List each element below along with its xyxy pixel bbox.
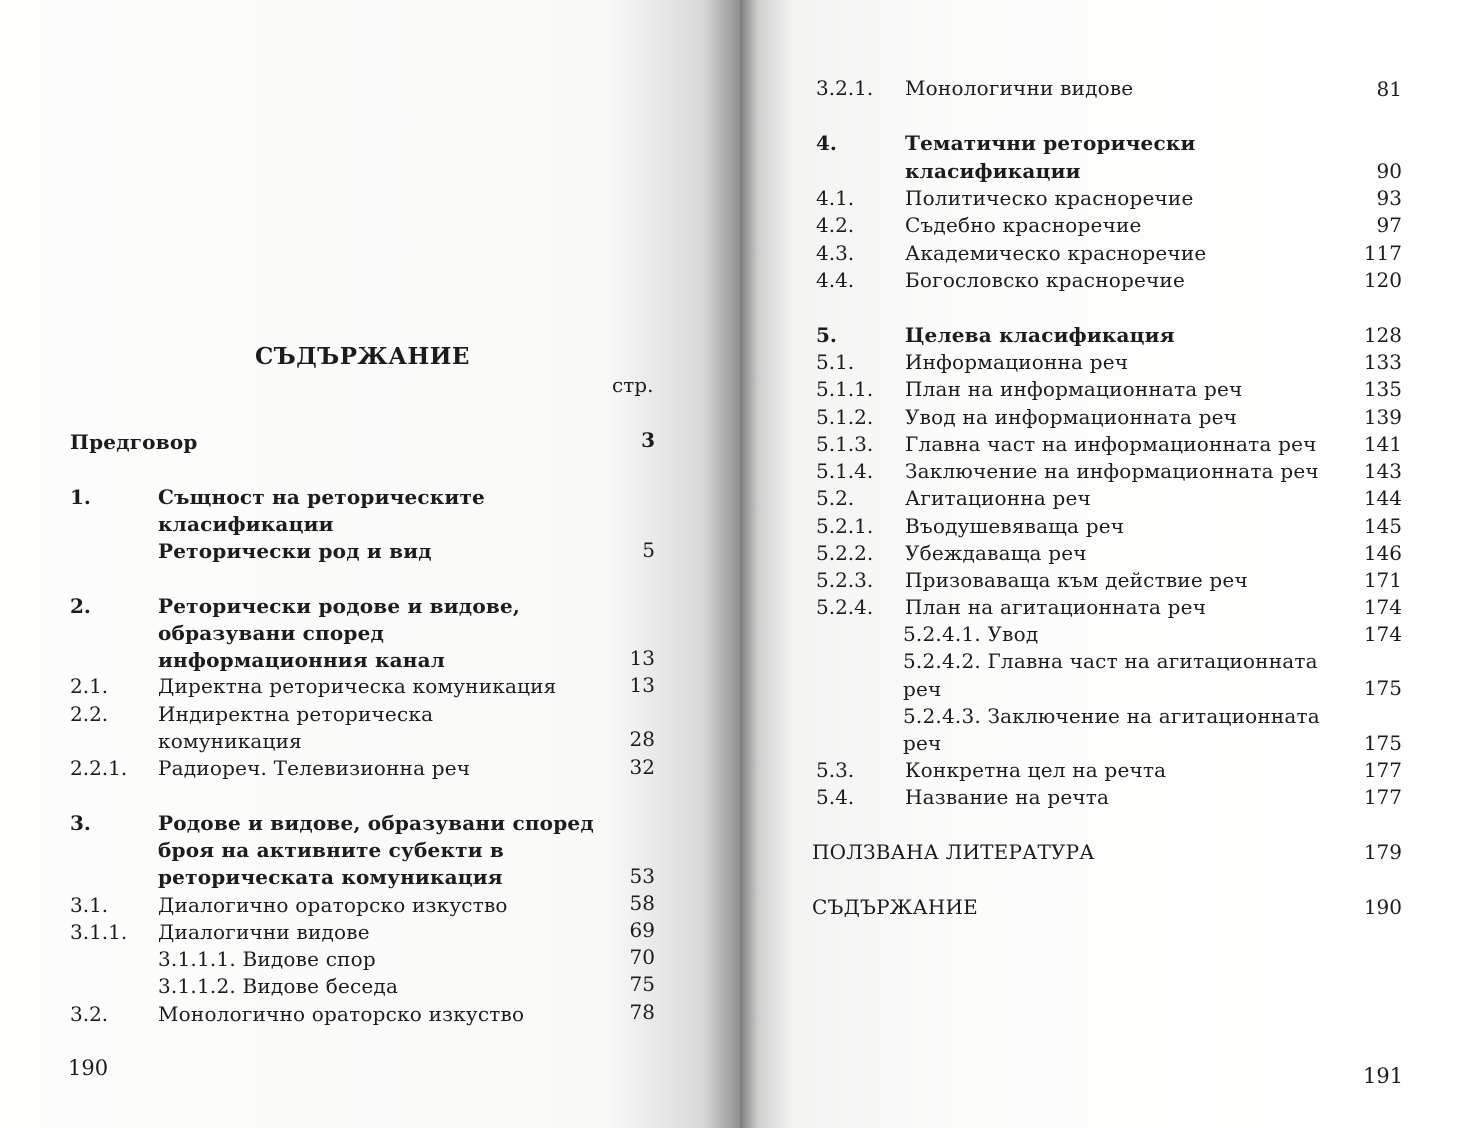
toc-4-3-page: 117	[1363, 241, 1402, 265]
toc-2-1-number: 2.1.	[70, 674, 109, 698]
toc-5-2-4-title: План на агитационната реч	[905, 595, 1207, 619]
toc-preface-title: Предговор	[70, 430, 198, 454]
toc-3-1-title: Диалогично ораторско изкуство	[158, 893, 508, 917]
toc-4-3-number: 4.3.	[816, 241, 855, 265]
toc-3-2-1-title: Монологични видове	[905, 76, 1134, 100]
toc-5-1-3-title: Главна част на информационната реч	[905, 432, 1317, 456]
toc-2-1-title: Директна реторическа комуникация	[158, 674, 557, 698]
toc-5-2-2-number: 5.2.2.	[816, 541, 874, 565]
toc-sec1-page: 5	[642, 538, 655, 562]
toc-5-2-number: 5.2.	[816, 486, 855, 510]
toc-3-2-1-page: 81	[1376, 77, 1402, 101]
toc-5-2-2-page: 146	[1363, 541, 1402, 565]
toc-5-2-1-page: 145	[1363, 514, 1402, 538]
toc-5-1-4-number: 5.1.4.	[816, 459, 874, 483]
toc-5-2-4-3-title-line1: 5.2.4.3. Заключение на агитационната	[903, 704, 1320, 728]
toc-4-4-number: 4.4.	[816, 268, 855, 292]
page-number-left: 190	[68, 1056, 109, 1080]
toc-5-2-4-page: 174	[1363, 595, 1402, 619]
toc-5-1-2-title: Увод на информационната реч	[905, 405, 1238, 429]
toc-2-2-title-line2: комуникация	[158, 729, 302, 753]
toc-3-1-number: 3.1.	[70, 893, 109, 917]
toc-2-2-1-title: Радиореч. Телевизионна реч	[158, 756, 471, 780]
toc-sec3-page: 53	[629, 864, 655, 888]
toc-contents-page: 190	[1363, 895, 1402, 919]
toc-5-2-title: Агитационна реч	[905, 486, 1091, 510]
toc-5-2-4-1-title: 5.2.4.1. Увод	[903, 622, 1039, 646]
toc-5-2-3-title: Призоваваща към действие реч	[905, 568, 1248, 592]
toc-preface-page: 3	[641, 428, 655, 452]
toc-5-4-title: Название на речта	[905, 785, 1110, 809]
toc-3-2-page: 78	[629, 1000, 655, 1024]
toc-5-2-page: 144	[1363, 486, 1402, 510]
toc-5-1-1-page: 135	[1363, 377, 1402, 401]
toc-5-1-1-number: 5.1.1.	[816, 377, 874, 401]
toc-sec1-title-line3: Реторически род и вид	[158, 539, 432, 563]
toc-3-2-1-number: 3.2.1.	[816, 76, 874, 100]
toc-5-2-4-2-title-line1: 5.2.4.2. Главна част на агитационната	[903, 649, 1318, 673]
toc-3-1-1-1-page: 70	[629, 945, 655, 969]
toc-4-3-title: Академическо красноречие	[905, 241, 1207, 265]
toc-3-1-1-page: 69	[629, 918, 655, 942]
toc-2-2-number: 2.2.	[70, 702, 109, 726]
toc-sec1-number: 1.	[70, 485, 91, 509]
toc-sec4-title-line2: класификации	[905, 159, 1081, 183]
toc-sec3-title-line2: броя на активните субекти в	[158, 838, 505, 862]
toc-sec4-title-line1: Тематични реторически	[905, 131, 1196, 155]
toc-literature-page: 179	[1363, 840, 1402, 864]
toc-sec3-number: 3.	[70, 811, 91, 835]
toc-5-2-4-1-page: 174	[1363, 622, 1402, 646]
toc-4-1-number: 4.1.	[816, 186, 855, 210]
toc-2-2-title-line1: Индиректна реторическа	[158, 702, 434, 726]
toc-contents-title: СЪДЪРЖАНИЕ	[812, 895, 978, 919]
toc-5-1-number: 5.1.	[816, 350, 855, 374]
toc-sec5-number: 5.	[816, 323, 837, 347]
toc-3-2-title: Монологично ораторско изкуство	[158, 1002, 525, 1026]
toc-5-2-4-3-title-line2: реч	[903, 731, 942, 755]
toc-5-2-2-title: Убеждаваща реч	[905, 541, 1087, 565]
toc-sec4-number: 4.	[816, 131, 837, 155]
toc-3-1-1-1-title: 3.1.1.1. Видове спор	[158, 947, 376, 971]
toc-2-2-1-number: 2.2.1.	[70, 756, 128, 780]
toc-sec2-number: 2.	[70, 594, 91, 618]
toc-5-1-title: Информационна реч	[905, 350, 1129, 374]
toc-5-2-1-title: Въодушевяваща реч	[905, 514, 1125, 538]
toc-5-2-4-2-title-line2: реч	[903, 677, 942, 701]
contents-heading: СЪДЪРЖАНИЕ	[255, 343, 470, 370]
toc-5-2-1-number: 5.2.1.	[816, 514, 874, 538]
toc-5-1-2-number: 5.1.2.	[816, 405, 874, 429]
toc-sec5-page: 128	[1363, 323, 1402, 347]
toc-4-2-page: 97	[1376, 213, 1402, 237]
toc-4-1-page: 93	[1376, 186, 1402, 210]
toc-sec2-title-line2: образувани според	[158, 621, 385, 645]
toc-5-2-3-number: 5.2.3.	[816, 568, 874, 592]
toc-sec5-title: Целева класификация	[905, 323, 1175, 347]
toc-sec2-page: 13	[629, 646, 655, 670]
toc-4-1-title: Политическо красноречие	[905, 186, 1194, 210]
toc-5-1-page: 133	[1363, 350, 1402, 374]
toc-4-4-page: 120	[1363, 268, 1402, 292]
toc-5-4-number: 5.4.	[816, 785, 855, 809]
toc-5-2-4-3-page: 175	[1363, 731, 1402, 755]
toc-5-2-4-number: 5.2.4.	[816, 595, 874, 619]
toc-sec4-page: 90	[1376, 159, 1402, 183]
toc-4-4-title: Богословско красноречие	[905, 268, 1185, 292]
toc-3-1-page: 58	[629, 891, 655, 915]
toc-3-1-1-2-title: 3.1.1.2. Видове беседа	[158, 974, 399, 998]
toc-5-1-4-title: Заключение на информационната реч	[905, 459, 1319, 483]
toc-5-2-3-page: 171	[1363, 568, 1402, 592]
toc-5-3-number: 5.3.	[816, 758, 855, 782]
toc-sec2-title-line3: информационния канал	[158, 648, 446, 672]
toc-3-2-number: 3.2.	[70, 1002, 109, 1026]
toc-4-2-number: 4.2.	[816, 213, 855, 237]
toc-sec1-title-line2: класификации	[158, 512, 334, 536]
toc-5-3-title: Конкретна цел на речта	[905, 758, 1167, 782]
toc-sec3-title-line3: реторическата комуникация	[158, 865, 503, 889]
toc-5-1-4-page: 143	[1363, 459, 1402, 483]
toc-5-1-1-title: План на информационната реч	[905, 377, 1243, 401]
toc-3-1-1-title: Диалогични видове	[158, 920, 370, 944]
toc-5-3-page: 177	[1363, 758, 1402, 782]
toc-5-2-4-2-page: 175	[1363, 676, 1402, 700]
toc-5-1-3-page: 141	[1363, 432, 1402, 456]
toc-sec2-title-line1: Реторически родове и видове,	[158, 594, 521, 618]
toc-5-1-3-number: 5.1.3.	[816, 432, 874, 456]
page-column-label: стр.	[612, 373, 654, 397]
toc-2-2-1-page: 32	[629, 755, 655, 779]
toc-literature-title: ПОЛЗВАНА ЛИТЕРАТУРА	[812, 840, 1095, 864]
toc-sec3-title-line1: Родове и видове, образувани според	[158, 811, 594, 835]
toc-4-2-title: Съдебно красноречие	[905, 213, 1142, 237]
toc-3-1-1-number: 3.1.1.	[70, 920, 128, 944]
toc-5-1-2-page: 139	[1363, 405, 1402, 429]
toc-3-1-1-2-page: 75	[629, 972, 655, 996]
toc-2-2-page: 28	[629, 727, 655, 751]
toc-2-1-page: 13	[629, 673, 655, 697]
toc-5-4-page: 177	[1363, 785, 1402, 809]
toc-sec1-title-line1: Същност на реторическите	[158, 485, 485, 509]
page-number-right: 191	[1363, 1064, 1404, 1088]
